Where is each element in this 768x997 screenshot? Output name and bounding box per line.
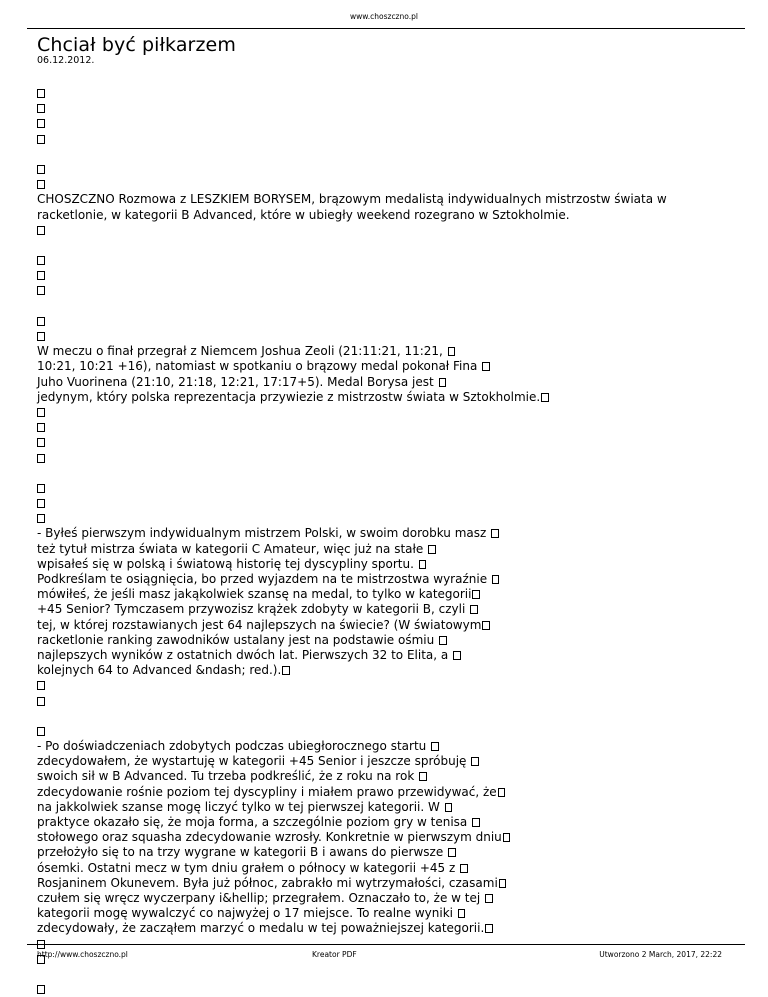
- text-line: [37, 648, 737, 663]
- text-segment: racketlonie, w kategorii B Advanced, które w ubiegły weekend rozegrano w Sztokholmie.: [37, 207, 570, 222]
- missing-glyph-icon: [282, 666, 290, 675]
- text-line: [37, 815, 737, 830]
- missing-glyph-icon: [470, 605, 478, 614]
- text-segment: Podkreślam te osiągnięcia, bo przed wyjazdem na te mistrzostwa wyraźnie: [37, 572, 491, 586]
- missing-glyph-icon: [472, 590, 480, 599]
- missing-glyph-icon: [460, 864, 468, 873]
- missing-glyph-icon: [419, 772, 427, 781]
- text-line: [37, 861, 737, 876]
- text-segment: W meczu o finał przegrał z Niemcem Joshua Zeoli (21:11:21, 11:21,: [37, 344, 447, 359]
- text-line: [37, 405, 737, 420]
- missing-glyph-icon: [37, 423, 45, 432]
- text-line: [37, 268, 737, 283]
- text-segment: najlepszych wyników z ostatnich dwóch lat. Pierwszych 32 to Elita, a: [37, 647, 453, 662]
- missing-glyph-icon: [37, 286, 45, 295]
- text-segment: - Po doświadczeniach zdobytych podczas ubiegłorocznego startu: [37, 739, 431, 754]
- text-line: [37, 314, 737, 329]
- missing-glyph-icon: [428, 545, 436, 554]
- text-line: [37, 572, 737, 587]
- text-line: [37, 906, 737, 921]
- text-line: [37, 283, 737, 298]
- missing-glyph-icon: [37, 681, 45, 690]
- article-body: [37, 86, 737, 997]
- text-line: [37, 724, 737, 739]
- paragraph-gap: [37, 147, 737, 162]
- missing-glyph-icon: [471, 757, 479, 766]
- text-line: [37, 177, 737, 192]
- footer-divider: [27, 944, 745, 945]
- missing-glyph-icon: [37, 104, 45, 113]
- missing-glyph-icon: [492, 575, 500, 584]
- missing-glyph-icon: [37, 514, 45, 523]
- text-line: [37, 329, 737, 344]
- text-line: [37, 678, 737, 693]
- missing-glyph-icon: [37, 438, 45, 447]
- missing-glyph-icon: [37, 180, 45, 189]
- missing-glyph-icon: [439, 378, 447, 387]
- missing-glyph-icon: [37, 408, 45, 417]
- missing-glyph-icon: [431, 742, 439, 751]
- missing-glyph-icon: [482, 362, 490, 371]
- text-line: [37, 845, 737, 860]
- text-line: [37, 223, 737, 238]
- missing-glyph-icon: [472, 818, 480, 827]
- text-line: [37, 542, 737, 557]
- missing-glyph-icon: [37, 985, 45, 994]
- missing-glyph-icon: [491, 529, 499, 538]
- text-line: [37, 587, 737, 602]
- missing-glyph-icon: [485, 894, 493, 903]
- missing-glyph-icon: [37, 499, 45, 508]
- paragraph-gap: [37, 466, 737, 481]
- text-line: [37, 375, 737, 390]
- text-line: [37, 663, 737, 678]
- text-segment: +45 Senior? Tymczasem przywozisz krążek zdobyty w kategorii B, czyli: [37, 602, 470, 617]
- text-line: [37, 982, 737, 997]
- text-segment: kategorii mogę wywalczyć co najwyżej o 17 miejsce. To realne wyniki: [37, 906, 457, 921]
- missing-glyph-icon: [37, 697, 45, 706]
- text-line: [37, 618, 737, 633]
- text-segment: kolejnych 64 to Advanced &ndash; red.).: [37, 663, 282, 678]
- missing-glyph-icon: [37, 271, 45, 280]
- text-segment: racketlonie ranking zawodników ustalany jest na podstawie ośmiu: [37, 632, 439, 647]
- text-segment: swoich sił w B Advanced. Tu trzeba podkreślić, że z roku na rok: [37, 769, 419, 784]
- text-line: [37, 633, 737, 648]
- paragraph-gap: [37, 238, 737, 253]
- text-line: [37, 739, 737, 754]
- text-line: [37, 192, 737, 207]
- text-segment: tej, w której rozstawianych jest 64 najlepszych na świecie? (W światowym: [37, 617, 482, 632]
- missing-glyph-icon: [498, 788, 506, 797]
- missing-glyph-icon: [37, 727, 45, 736]
- paragraph-gap: [37, 299, 737, 314]
- missing-glyph-icon: [37, 135, 45, 144]
- text-line: [37, 481, 737, 496]
- text-segment: na jakkolwiek szanse mogę liczyć tylko w tej pierwszej kategorii. W: [37, 799, 444, 814]
- missing-glyph-icon: [453, 651, 461, 660]
- text-line: [37, 876, 737, 891]
- text-line: [37, 891, 737, 906]
- text-segment: zdecydowanie rośnie poziom tej dyscypliny i miałem prawo przewidywać, że: [37, 784, 497, 799]
- text-segment: Juho Vuorinena (21:10, 21:18, 12:21, 17:17+5). Medal Borysa jest: [37, 374, 438, 389]
- text-segment: CHOSZCZNO Rozmowa z LESZKIEM BORYSEM, brązowym medalistą indywidualnych mistrzostw świata w: [37, 192, 667, 207]
- text-line: [37, 162, 737, 177]
- missing-glyph-icon: [419, 560, 427, 569]
- text-segment: stołowego oraz squasha zdecydowanie wzrosły. Konkretnie w pierwszym dniu: [37, 830, 502, 845]
- text-line: [37, 496, 737, 511]
- text-line: [37, 754, 737, 769]
- footer-created: Utworzono 2 March, 2017, 22:22: [599, 950, 722, 959]
- missing-glyph-icon: [37, 454, 45, 463]
- missing-glyph-icon: [37, 226, 45, 235]
- text-line: [37, 769, 737, 784]
- text-line: [37, 344, 737, 359]
- footer-generator: Kreator PDF: [312, 950, 357, 959]
- paragraph-gap: [37, 709, 737, 724]
- text-line: [37, 132, 737, 147]
- missing-glyph-icon: [503, 833, 511, 842]
- text-line: [37, 785, 737, 800]
- missing-glyph-icon: [37, 332, 45, 341]
- text-line: [37, 830, 737, 845]
- missing-glyph-icon: [37, 256, 45, 265]
- text-segment: ósemki. Ostatni mecz w tym dniu grałem o północy w kategorii +45 z: [37, 860, 460, 875]
- text-line: [37, 921, 737, 936]
- text-segment: 10:21, 10:21 +16), natomiast w spotkaniu o brązowy medal pokonał Fina: [37, 359, 482, 374]
- text-line: [37, 602, 737, 617]
- missing-glyph-icon: [482, 621, 490, 630]
- footer-url: http://www.choszczno.pl: [37, 950, 128, 959]
- text-segment: mówiłeś, że jeśli masz jakąkolwiek szansę na medal, to tylko w kategorii: [37, 587, 472, 602]
- text-segment: wpisałeś się w polską i światową historię tej dyscypliny sportu.: [37, 556, 418, 571]
- header-site-url: www.choszczno.pl: [350, 12, 418, 21]
- missing-glyph-icon: [37, 89, 45, 98]
- missing-glyph-icon: [485, 924, 493, 933]
- text-segment: jedynym, który polska reprezentacja przywiezie z mistrzostw świata w Sztokholmie.: [37, 389, 541, 404]
- missing-glyph-icon: [458, 909, 466, 918]
- text-segment: praktyce okazało się, że moja forma, a szczególnie poziom gry w tenisa: [37, 815, 472, 829]
- missing-glyph-icon: [37, 165, 45, 174]
- text-segment: przełożyło się to na trzy wygrane w kategorii B i awans do pierwsze: [37, 845, 448, 860]
- missing-glyph-icon: [37, 119, 45, 128]
- missing-glyph-icon: [37, 484, 45, 493]
- article-date: 06.12.2012.: [37, 55, 95, 66]
- missing-glyph-icon: [445, 803, 453, 812]
- text-line: [37, 526, 737, 541]
- text-line: [37, 435, 737, 450]
- missing-glyph-icon: [499, 879, 507, 888]
- text-line: [37, 557, 737, 572]
- text-line: [37, 86, 737, 101]
- missing-glyph-icon: [37, 317, 45, 326]
- text-line: [37, 359, 737, 374]
- text-segment: zdecydowałem, że wystartuję w kategorii +45 Senior i jeszcze spróbuję: [37, 754, 471, 769]
- text-line: [37, 101, 737, 116]
- missing-glyph-icon: [448, 347, 456, 356]
- text-segment: - Byłeś pierwszym indywidualnym mistrzem Polski, w swoim dorobku masz: [37, 526, 491, 541]
- missing-glyph-icon: [439, 636, 447, 645]
- missing-glyph-icon: [541, 393, 549, 402]
- text-line: [37, 694, 737, 709]
- text-segment: zdecydowały, że zacząłem marzyć o medalu w tej poważniejszej kategorii.: [37, 921, 485, 936]
- text-line: [37, 208, 737, 223]
- text-line: [37, 390, 737, 405]
- text-segment: Rosjaninem Okunevem. Była już północ, zabrakło mi wytrzymałości, czasami: [37, 875, 498, 890]
- article-title: Chciał być piłkarzem: [37, 34, 236, 56]
- text-line: [37, 116, 737, 131]
- missing-glyph-icon: [448, 848, 456, 857]
- text-line: [37, 451, 737, 466]
- paragraph-gap: [37, 967, 737, 982]
- text-line: [37, 511, 737, 526]
- header-divider: [27, 28, 745, 29]
- text-line: [37, 800, 737, 815]
- text-segment: też tytuł mistrza świata w kategorii C Amateur, więc już na stałe: [37, 541, 428, 556]
- text-line: [37, 253, 737, 268]
- text-line: [37, 420, 737, 435]
- text-segment: czułem się wręcz wyczerpany i&hellip; przegrałem. Oznaczało to, że w tej: [37, 890, 485, 905]
